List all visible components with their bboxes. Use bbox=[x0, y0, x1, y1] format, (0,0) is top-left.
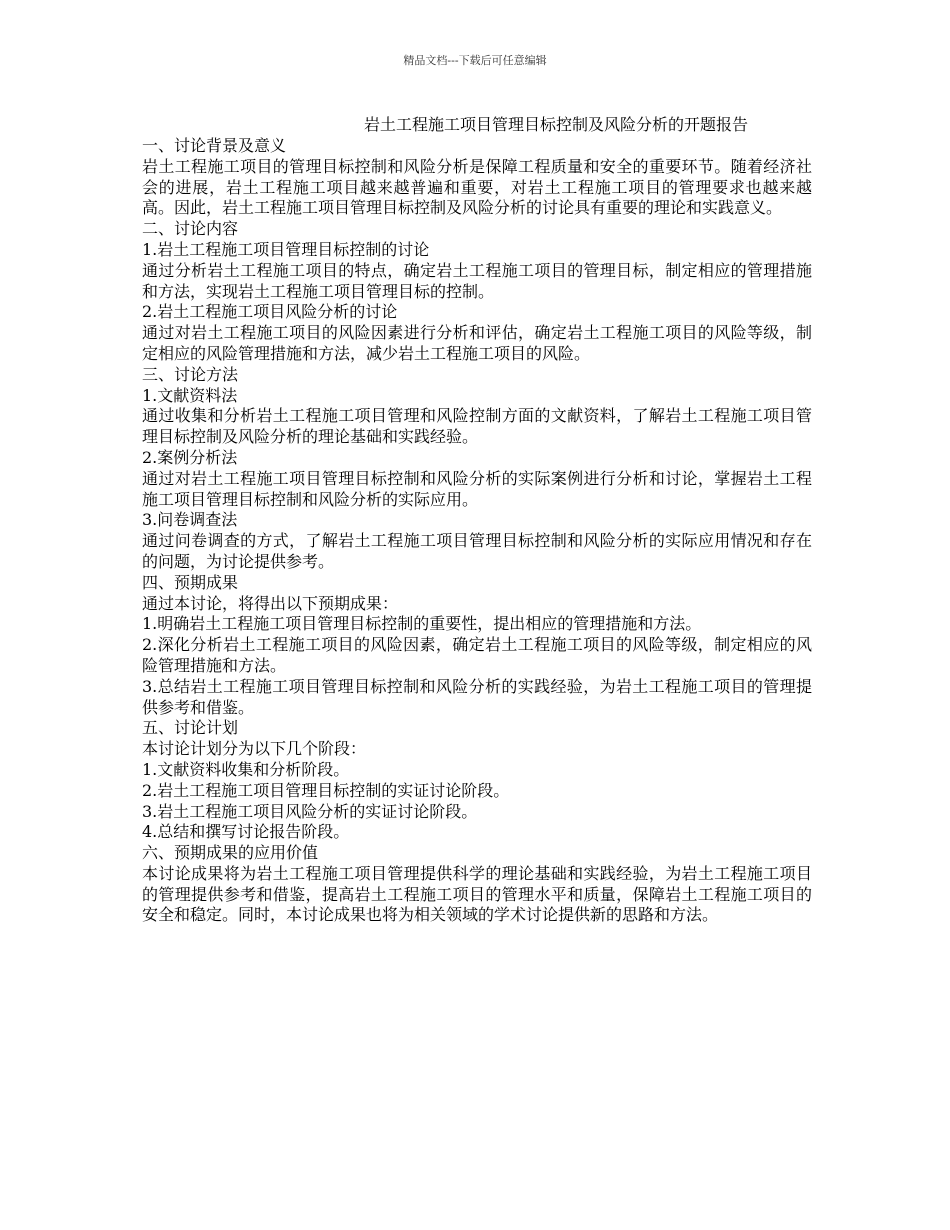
subsection-heading: 1.文献资料法 bbox=[142, 385, 238, 405]
document-body bbox=[142, 136, 812, 926]
paragraph: 通过收集和分析岩土工程施工项目管理和风险控制方面的文献资料，了解岩土工程施工项目管理目标控制及风险分析的理论基础和实践经验。 bbox=[142, 406, 812, 447]
section-heading: 六、预期成果的应用价值 bbox=[142, 843, 319, 863]
list-item: 2.岩土工程施工项目管理目标控制的实证讨论阶段。 bbox=[142, 780, 510, 800]
list-item: 3.总结岩土工程施工项目管理目标控制和风险分析的实践经验，为岩土工程施工项目的管理提供参考和借鉴。 bbox=[142, 676, 812, 717]
section-heading: 四、预期成果 bbox=[142, 572, 239, 592]
subsection-heading: 2.岩土工程施工项目风险分析的讨论 bbox=[142, 302, 398, 322]
paragraph: 通过问卷调查的方式，了解岩土工程施工项目管理目标控制和风险分析的实际应用情况和存在的问题，为讨论提供参考。 bbox=[142, 531, 812, 571]
list-item: 4.总结和撰写讨论报告阶段。 bbox=[142, 822, 350, 842]
list-item: 1.文献资料收集和分析阶段。 bbox=[142, 759, 350, 779]
paragraph: 通过对岩土工程施工项目的风险因素进行分析和评估，确定岩土工程施工项目的风险等级，制定相应的风险管理措施和方法，减少岩土工程施工项目的风险。 bbox=[142, 323, 812, 363]
subsection-heading: 2.案例分析法 bbox=[142, 447, 238, 467]
list-item: 3.岩土工程施工项目风险分析的实证讨论阶段。 bbox=[142, 801, 478, 821]
section-heading: 五、讨论计划 bbox=[142, 718, 239, 738]
page-watermark: 精品文档---下载后可任意编辑 bbox=[403, 54, 547, 67]
list-item: 1.明确岩土工程施工项目管理目标控制的重要性，提出相应的管理措施和方法。 bbox=[142, 614, 702, 634]
paragraph: 通过分析岩土工程施工项目的特点，确定岩土工程施工项目的管理目标，制定相应的管理措施和方法，实现岩土工程施工项目管理目标的控制。 bbox=[142, 260, 812, 301]
section-heading: 一、讨论背景及意义 bbox=[142, 136, 287, 155]
paragraph: 岩土工程施工项目的管理目标控制和风险分析是保障工程质量和安全的重要环节。随着经济社会的进展，岩土工程施工项目越来越普遍和重要，对岩土工程施工项目的管理要求也越来越高。因此，岩土工程施工项目管理目标控制及风险分析的讨论具有重要的理论和实践意义。 bbox=[142, 156, 812, 218]
paragraph: 通过本讨论，将得出以下预期成果： bbox=[142, 593, 399, 613]
paragraph: 本讨论成果将为岩土工程施工项目管理提供科学的理论基础和实践经验，为岩土工程施工项目的管理提供参考和借鉴，提高岩土工程施工项目的管理水平和质量，保障岩土工程施工项目的安全和稳定。同时，本讨论成果也将为相关领域的学术讨论提供新的思路和方法。 bbox=[142, 863, 812, 925]
section-heading: 二、讨论内容 bbox=[142, 219, 239, 239]
list-item: 2.深化分析岩土工程施工项目的风险因素，确定岩土工程施工项目的风险等级，制定相应的风险管理措施和方法。 bbox=[142, 635, 812, 675]
paragraph: 通过对岩土工程施工项目管理目标控制和风险分析的实际案例进行分析和讨论，掌握岩土工程施工项目管理目标控制和风险分析的实际应用。 bbox=[142, 468, 812, 509]
section-heading: 三、讨论方法 bbox=[142, 364, 239, 384]
subsection-heading: 1.岩土工程施工项目管理目标控制的讨论 bbox=[142, 239, 430, 259]
document-title: 岩土工程施工项目管理目标控制及风险分析的开题报告 bbox=[364, 115, 749, 134]
paragraph: 本讨论计划分为以下几个阶段： bbox=[142, 739, 367, 759]
subsection-heading: 3.问卷调查法 bbox=[142, 510, 238, 530]
